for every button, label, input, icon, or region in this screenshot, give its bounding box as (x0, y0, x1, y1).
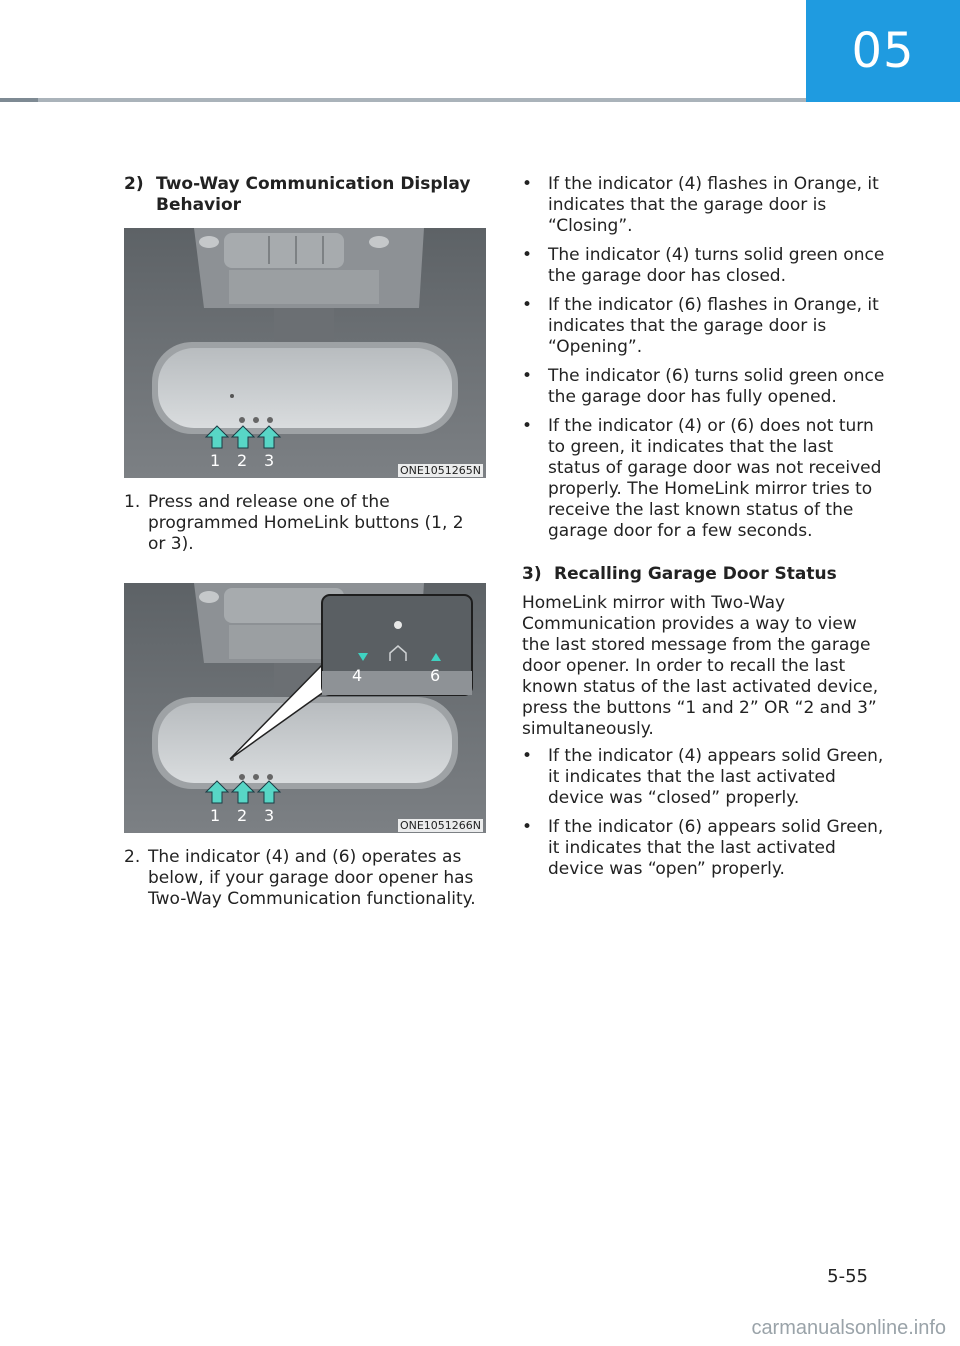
bullet-dot: • (522, 817, 533, 837)
figure-mirror-indicators (124, 583, 486, 833)
bullet-text: If the indicator (4) or (6) does not turn to green, it indicates that the last status of garage door was not received properly. The HomeLink mirror tries to receive the last known status of the garage door for a few seconds. (548, 416, 882, 541)
page-number: 5-55 (827, 1266, 868, 1287)
bullet-dot: • (522, 746, 533, 766)
list-item (522, 245, 888, 287)
bullet-text: If the indicator (4) flashes in Orange, it indicates that the garage door is “Closing”. (548, 174, 879, 236)
inset-label-6: 6 (430, 666, 441, 685)
step-2 (124, 847, 486, 910)
bullet-text: If the indicator (6) appears solid Green, it indicates that the last activated device was “open” properly. (548, 817, 884, 879)
figure-mirror-buttons (124, 228, 486, 478)
figure-code: ONE1051265N (399, 464, 481, 477)
bullet-text: If the indicator (6) flashes in Orange, it indicates that the garage door is “Opening”. (548, 295, 879, 357)
left-column (124, 174, 486, 910)
callout-2: 2 (237, 451, 248, 470)
watermark: carmanualsonline.info (751, 1317, 946, 1339)
callout-3: 3 (264, 451, 275, 470)
heading-text: Two-Way Communication Display Behavior (156, 174, 471, 215)
callout-2: 2 (237, 806, 248, 825)
step-text: The indicator (4) and (6) operates as below, if your garage door opener has Two-Way Communication functionality. (148, 847, 476, 909)
list-item (522, 366, 888, 408)
list-item (522, 817, 888, 880)
chapter-tab: 05 (806, 0, 960, 102)
step-text: Press and release one of the programmed HomeLink buttons (1, 2 or 3). (148, 492, 464, 554)
step-number: 2. (124, 847, 141, 867)
bullet-text: The indicator (6) turns solid green once the garage door has fully opened. (548, 366, 885, 407)
list-item (522, 416, 888, 542)
list-item (522, 174, 888, 237)
recall-paragraph: HomeLink mirror with Two-Way Communication provides a way to view the last stored message from the garage door opener. In order to recall the last known status of the last activated device, press the buttons “1 and 2” OR “2 and 3” simultaneously. (522, 593, 879, 739)
step-number: 1. (124, 492, 141, 512)
bullet-text: The indicator (4) turns solid green once the garage door has closed. (548, 245, 885, 286)
step-1 (124, 492, 486, 555)
bullet-dot: • (522, 245, 533, 265)
inset-label-4: 4 (352, 666, 363, 685)
callout-3: 3 (264, 806, 275, 825)
mirror-illustration (124, 228, 486, 478)
section-heading-two-way (124, 174, 486, 216)
list-item (522, 746, 888, 809)
callout-1: 1 (210, 806, 221, 825)
bullet-text: If the indicator (4) appears solid Green, it indicates that the last activated device was “closed” properly. (548, 746, 884, 808)
bullet-dot: • (522, 295, 533, 315)
bullet-dot: • (522, 416, 533, 436)
bullet-dot: • (522, 174, 533, 194)
heading-number: 3) (522, 564, 542, 584)
mirror-indicator-illustration (124, 583, 486, 833)
section-heading-recall (522, 564, 888, 585)
heading-number: 2) (124, 174, 144, 194)
callout-1: 1 (210, 451, 221, 470)
list-item (522, 295, 888, 358)
bullet-dot: • (522, 366, 533, 386)
header-rule (0, 98, 806, 102)
heading-text: Recalling Garage Door Status (554, 564, 837, 584)
header-rule-accent (0, 98, 38, 102)
figure-code: ONE1051266N (399, 819, 481, 832)
right-column (522, 174, 888, 888)
